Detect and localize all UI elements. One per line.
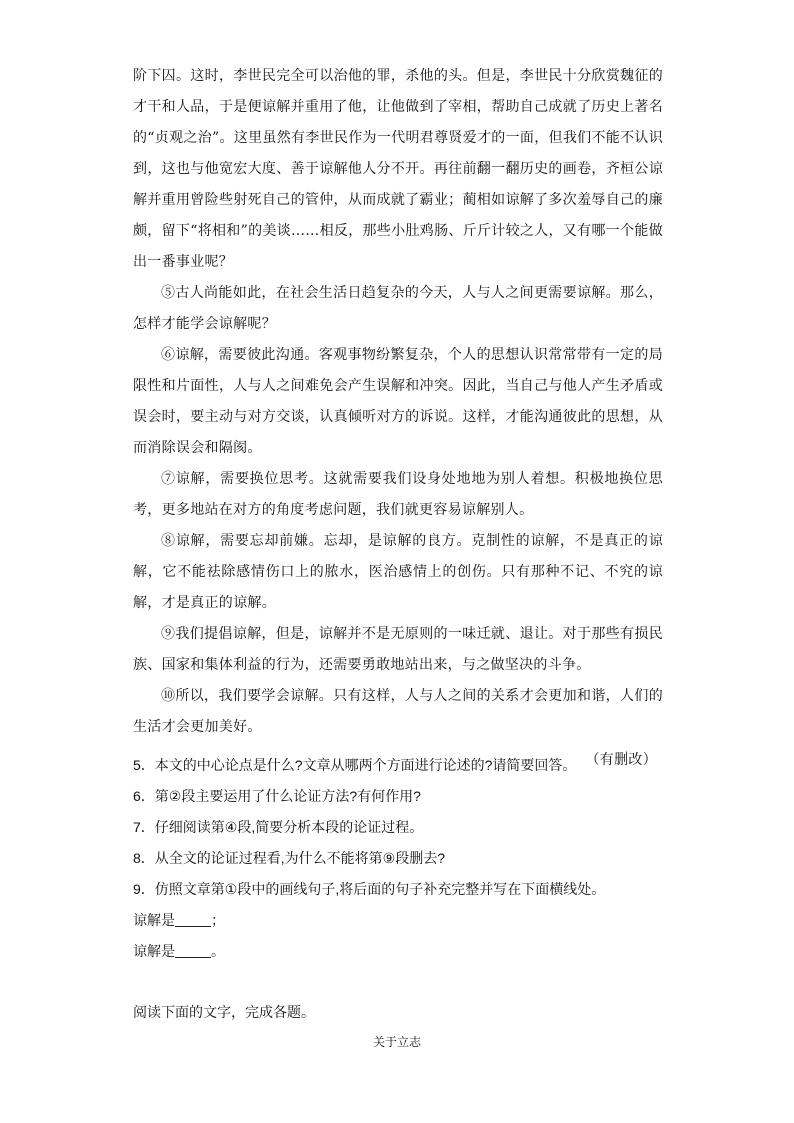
source-note: （有删改）: [585, 752, 657, 768]
fill-in-prefix: 谅解是: [133, 943, 175, 959]
answer-blank[interactable]: [175, 912, 211, 927]
question-6: 6．第②段主要运用了什么论证方法?有何作用?: [133, 788, 421, 804]
question-8: 8．从全文的论证过程看,为什么不能将第⑨段删去?: [133, 850, 446, 866]
question-7: 7．仔细阅读第④段,简要分析本段的论证过程。: [133, 819, 424, 835]
fill-in-suffix: ；: [211, 912, 225, 928]
section-instruction: 阅读下面的文字，完成各题。: [133, 1004, 315, 1020]
passage-paragraph-9: ⑨我们提倡谅解，但是，谅解并不是无原则的一味迁就、退让。对于那些有损民族、国家和集体利益的行为，还需要勇敢地站出来，与之做坚决的斗争。: [133, 626, 663, 673]
fill-in-suffix: 。: [211, 943, 225, 959]
answer-blank[interactable]: [175, 943, 211, 958]
passage-paragraph-8: ⑧谅解，需要忘却前嫌。忘却，是谅解的良方。克制性的谅解，不是真正的谅解，它不能祛除感情伤口上的脓水，医治感情上的创伤。只有那种不记、不究的谅解，才是真正的谅解。: [133, 533, 663, 611]
question-9: 9．仿照文章第①段中的画线句子,将后面的句子补充完整并写在下面横线处。: [133, 881, 606, 897]
question-list: [133, 750, 673, 967]
fill-in-line-1: [133, 905, 673, 936]
passage-title: 关于立志: [372, 1035, 421, 1049]
passage-paragraph-7: ⑦谅解，需要换位思考。这就需要我们设身处地地为别人着想。积极地换位思考，更多地站在对方的角度考虑问题，我们就更容易谅解别人。: [133, 471, 663, 518]
passage-paragraph-5: ⑤古人尚能如此，在社会生活日趋复杂的今天，人与人之间更需要谅解。那么，怎样才能学会谅解呢？: [133, 285, 663, 332]
passage-paragraph-6: ⑥谅解，需要彼此沟通。客观事物纷繁复杂，个人的思想认识常常带有一定的局限性和片面性，人与人之间难免会产生误解和冲突。因此，当自己与他人产生矛盾或误会时，要主动与对方交谈，认真倾听对方的诉说。这样，才能沟通彼此的思想，从而消除误会和隔阂。: [133, 347, 663, 456]
passage-paragraph-10: ⑩所以，我们要学会谅解。只有这样，人与人之间的关系才会更加和谐，人们的生活才会更加美好。: [133, 688, 663, 735]
passage-paragraph-4-continued: 阶下囚。这时，李世民完全可以治他的罪，杀他的头。但是，李世民十分欣赏魏征的才干和人品，于是便谅解并重用了他，让他做到了宰相，帮助自己成就了历史上著名的“贞观之治”。这里虽然有李世民作为一代明君尊贤爱才的一面，但我们不能不认识到，这也与他宽宏大度、善于谅解他人分不开。再往前翻一翻历史的画卷，齐桓公谅解并重用曾险些射死自己的管仲，从而成就了霸业；蔺相如谅解了多次羞辱自己的廉颇，留下“将相和”的美谈……相反，那些小肚鸡肠、斤斤计较之人，又有哪一个能做出一番事业呢？: [133, 68, 663, 270]
question-5: 5．本文的中心论点是什么?文章从哪两个方面进行论述的?请简要回答。: [133, 757, 577, 773]
fill-in-prefix: 谅解是: [133, 912, 175, 928]
reading-passage: [133, 61, 663, 776]
fill-in-line-2: [133, 936, 673, 967]
